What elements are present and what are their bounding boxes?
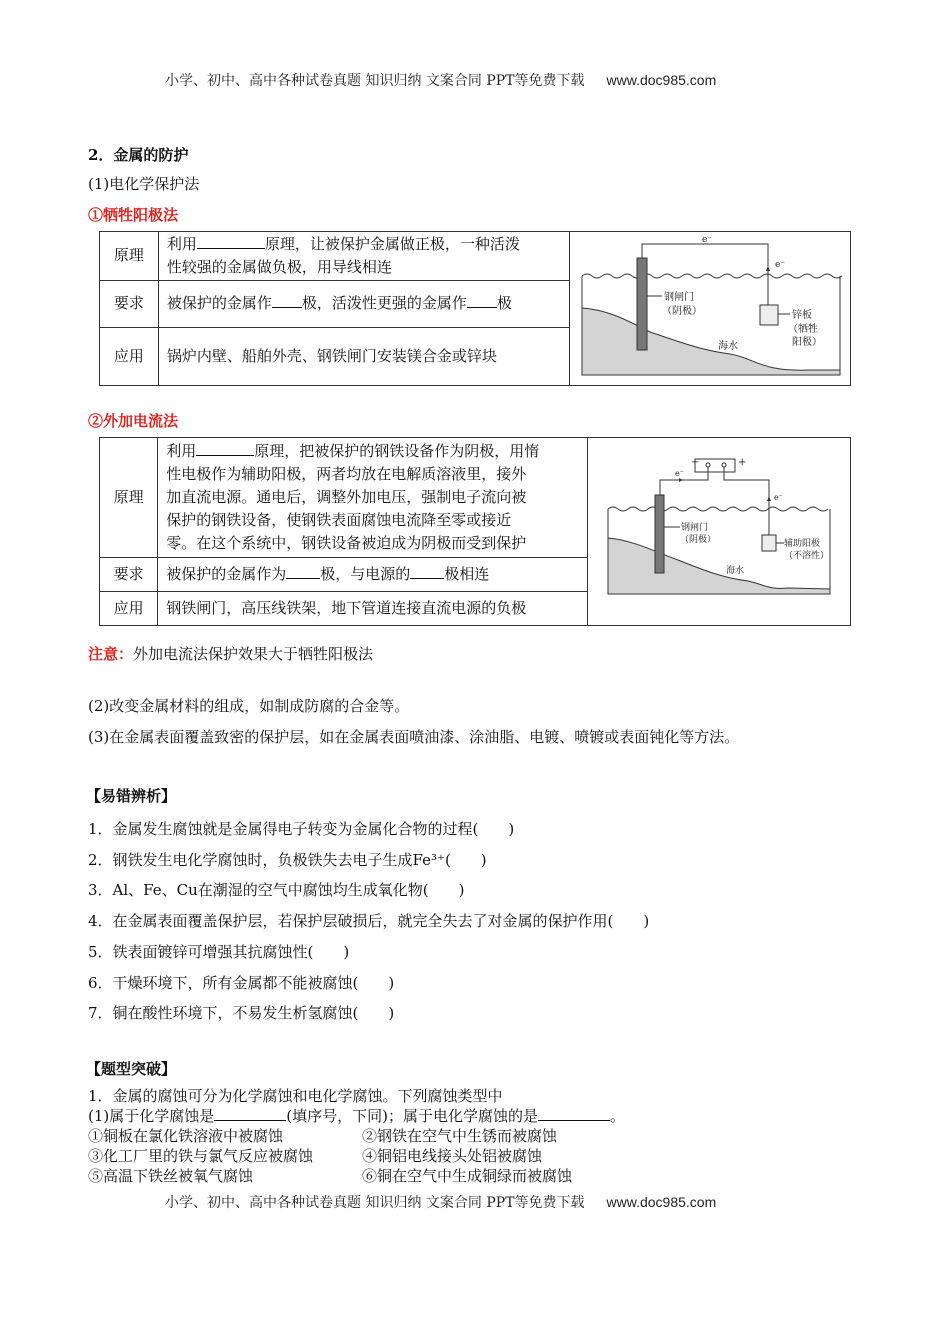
- errors-title: 【易错辨析】: [86, 787, 177, 805]
- seawater-label: 海水: [726, 566, 745, 576]
- impressed-current-table: [99, 437, 851, 626]
- note: 注意：外加电流法保护效果大于牺牲阳极法: [88, 645, 374, 663]
- option: ④铜铝电线接头处铝被腐蚀: [362, 1147, 543, 1165]
- zinc-plate-label: 锌板: [792, 310, 812, 321]
- question-1-part-1: (1)属于化学腐蚀是 (填序号，下同)；属于电化学腐蚀的是 。: [88, 1107, 625, 1125]
- answer-blank[interactable]: [272, 293, 302, 308]
- subheading-electrochemical: (1)电化学保护法: [88, 175, 200, 193]
- answer-blank[interactable]: [196, 441, 254, 456]
- svg-text:阳极）: 阳极）: [792, 337, 822, 348]
- row-label: 原理: [100, 232, 159, 281]
- impressed-current-diagram: [588, 438, 851, 626]
- list-item: 4．在金属表面覆盖保护层，若保护层破损后，就完全失去了对金属的保护作用( ): [88, 912, 650, 931]
- method2-title: ②外加电流法: [88, 412, 179, 430]
- row-label: 要求: [100, 558, 158, 591]
- row-label: 应用: [100, 591, 158, 625]
- requirement-cell: 被保护的金属作 极，活泼性更强的金属作 极: [158, 280, 569, 328]
- svg-text:+: +: [738, 457, 747, 468]
- electron-label: e⁻: [675, 469, 684, 478]
- page-header: [165, 70, 716, 90]
- practice-title: 【题型突破】: [86, 1060, 177, 1078]
- header-text: 小学、初中、高中各种试卷真题 知识归纳 文案合同 PPT等免费下载: [165, 73, 585, 89]
- error-list: [88, 814, 649, 1029]
- alloy-method: (2)改变金属材料的组成，如制成防腐的合金等。: [88, 697, 410, 715]
- auxiliary-anode-label: 辅助阳极: [784, 539, 821, 549]
- answer-blank[interactable]: [538, 1106, 610, 1121]
- steel-gate-label: 钢闸门: [664, 292, 694, 303]
- coating-method: (3)在金属表面覆盖致密的保护层，如在金属表面喷油漆、涂油脂、电镀、喷镀或表面钝化等方法。: [88, 728, 740, 746]
- row-label: 要求: [100, 280, 159, 328]
- option: ③化工厂里的铁与氯气反应被腐蚀: [88, 1147, 314, 1165]
- steel-gate-label: 钢闸门: [681, 523, 709, 533]
- electron-label: e⁻: [702, 235, 713, 245]
- list-item: 3．Al、Fe、Cu在潮湿的空气中腐蚀均生成氧化物( ): [88, 881, 465, 900]
- principle-cell: 利用 原理，让被保护金属做正极，一种活泼 性较强的金属做负极，用导线相连: [158, 232, 569, 281]
- option: ⑤高温下铁丝被氧气腐蚀: [88, 1167, 254, 1185]
- sacrificial-anode-table: [99, 231, 851, 386]
- option: ⑥铜在空气中生成铜绿而被腐蚀: [362, 1167, 573, 1185]
- row-label: 应用: [100, 328, 159, 386]
- method1-title: ①牺牲阳极法: [88, 206, 179, 224]
- page-footer: 小学、初中、高中各种试卷真题 知识归纳 文案合同 PPT等免费下载 www.doc985.com: [165, 1194, 717, 1211]
- application-cell: 锅炉内壁、船舶外壳、钢铁闸门安装镁合金或锌块: [158, 328, 569, 386]
- requirement-cell: 被保护的金属作为 极，与电源的 极相连: [158, 558, 588, 591]
- section-title: 2．金属的防护: [88, 146, 189, 164]
- answer-blank[interactable]: [410, 564, 444, 579]
- answer-blank[interactable]: [467, 293, 497, 308]
- option: ②钢铁在空气中生锈而被腐蚀: [362, 1127, 558, 1145]
- answer-blank[interactable]: [197, 234, 265, 249]
- application-cell: 钢铁闸门，高压线铁架，地下管道连接直流电源的负极: [158, 591, 588, 625]
- list-item: 2．钢铁发生电化学腐蚀时，负极铁失去电子生成Fe³⁺( ): [88, 850, 487, 869]
- question-1: 1．金属的腐蚀可分为化学腐蚀和电化学腐蚀。下列腐蚀类型中: [88, 1087, 503, 1105]
- electron-label: e⁻: [774, 493, 783, 502]
- cathode-label: （阴极）: [680, 535, 717, 545]
- svg-text:（牺牲: （牺牲: [788, 324, 818, 335]
- header-url[interactable]: www.doc985.com: [606, 72, 717, 88]
- option: ①铜板在氯化铁溶液中被腐蚀: [88, 1127, 284, 1145]
- svg-text:（不溶性）: （不溶性）: [784, 551, 830, 561]
- footer-url[interactable]: www.doc985.com: [606, 1194, 717, 1210]
- seawater-label: 海水: [718, 341, 738, 352]
- list-item: 7．铜在酸性环境下，不易发生析氢腐蚀( ): [88, 1004, 395, 1023]
- answer-blank[interactable]: [286, 564, 320, 579]
- list-item: 5．铁表面镀锌可增强其抗腐蚀性( ): [88, 942, 350, 961]
- answer-blank[interactable]: [214, 1106, 286, 1121]
- list-item: 1．金属发生腐蚀就是金属得电子转变为金属化合物的过程( ): [88, 820, 515, 838]
- cathode-label: （阴极）: [662, 306, 702, 317]
- row-label: 原理: [100, 438, 158, 558]
- sacrificial-anode-diagram: [570, 232, 851, 386]
- electron-label: e⁻: [775, 260, 786, 270]
- principle-cell: 利用 原理，把被保护的钢铁设备作为阴极，用惰 性电极作为辅助阳极，两者均放在电解质溶液里，接外 加直流电源。通电后，调整外加电压，强制电子流向被 保护的钢铁设备，使钢铁表面腐蚀电流降至零或接近 零。在这个系统中，钢铁设备被迫成为阴极而受到保护: [158, 438, 588, 558]
- svg-text:−: −: [691, 457, 700, 468]
- list-item: 6．干燥环境下，所有金属都不能被腐蚀( ): [88, 973, 395, 992]
